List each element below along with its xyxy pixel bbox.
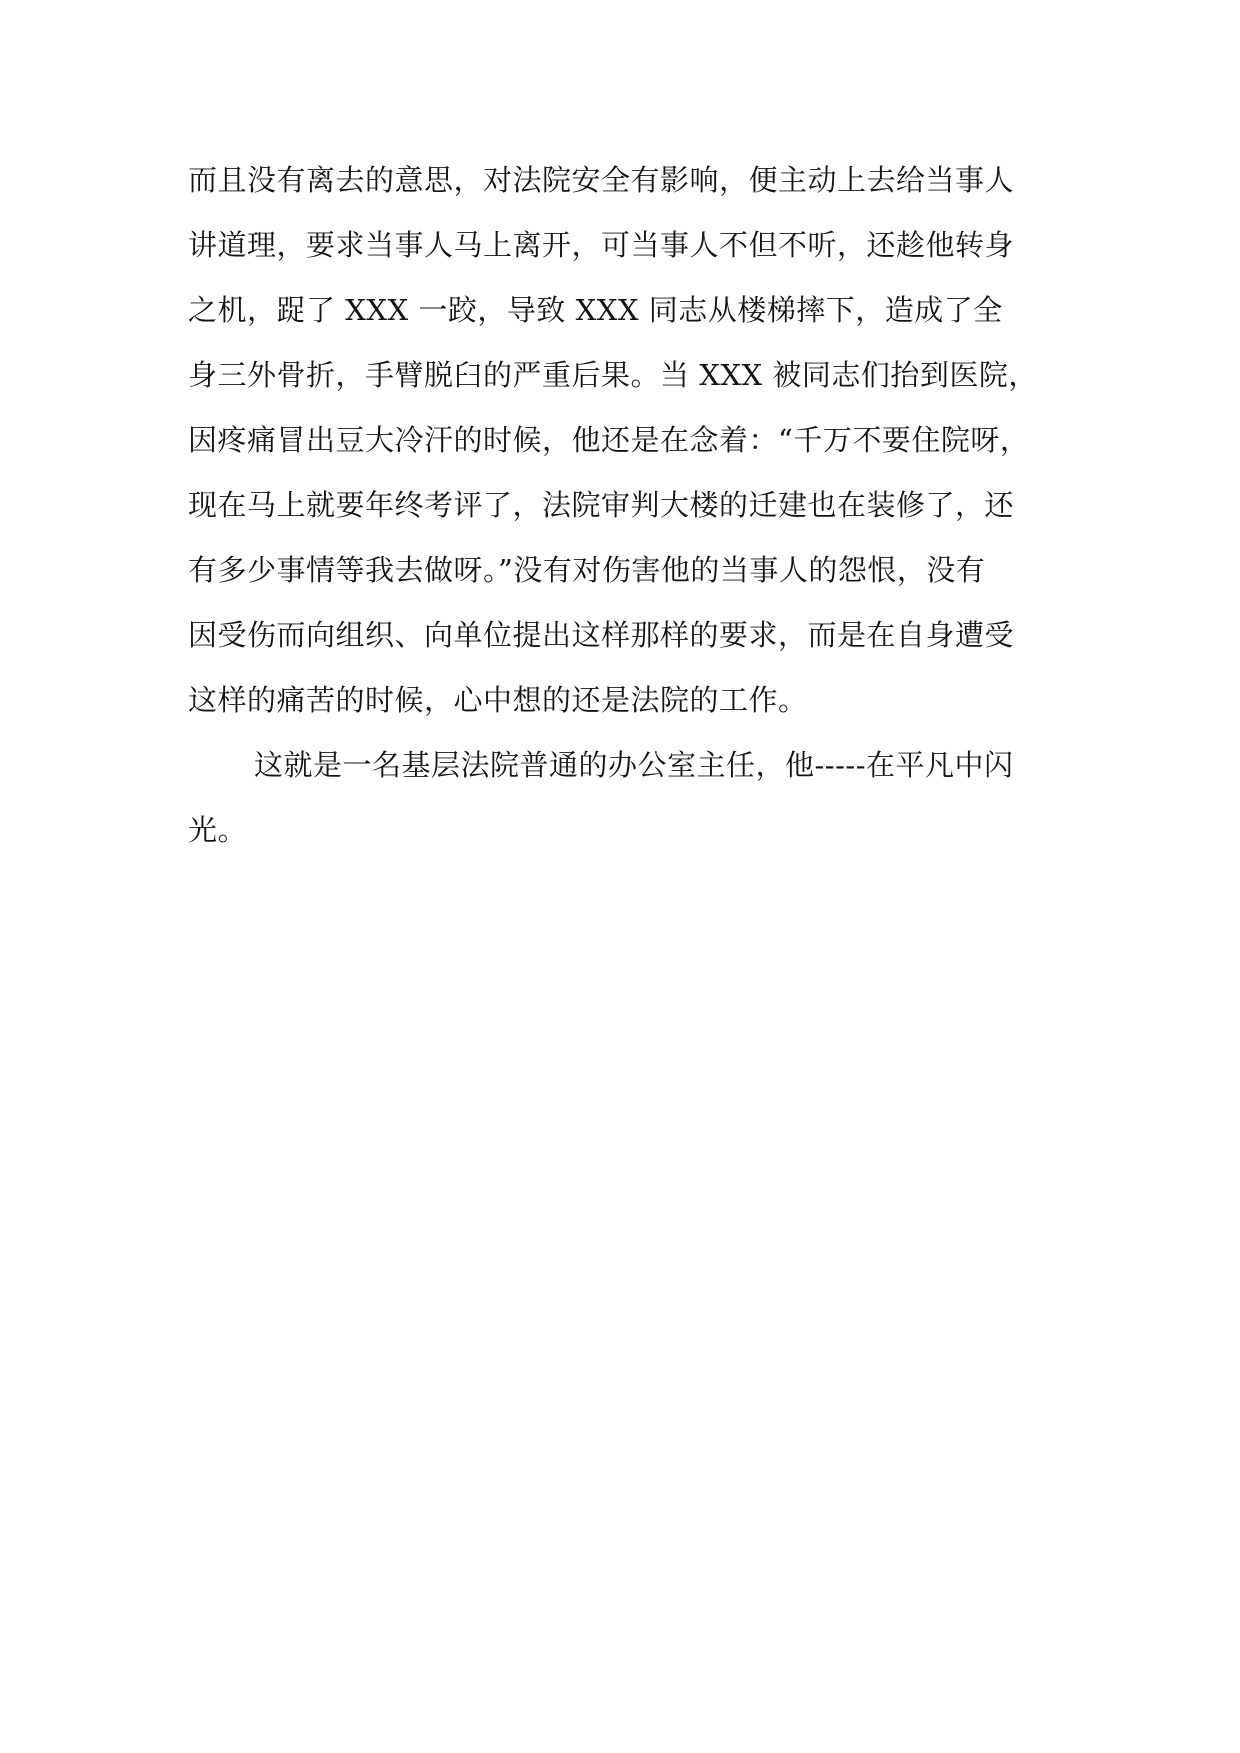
text-line: 身三外骨折，手臂脱臼的严重后果。当 XXX 被同志们抬到医院， [188,358,1038,392]
text-line: 因疼痛冒出豆大冷汗的时候，他还是在念着：“千万不要住院呀， [188,423,1030,457]
text-line: 光。 [188,813,248,847]
paragraph-1 [188,148,1058,733]
text-line: 讲道理，要求当事人马上离开，可当事人不但不听，还趁他转身 [188,228,1015,262]
text-line: 因受伤而向组织、向单位提出这样那样的要求，而是在自身遭受 [188,618,1015,652]
text-line: 有多少事情等我去做呀。”没有对伤害他的当事人的怨恨，没有 [188,553,986,587]
paragraph-2 [188,733,1058,863]
document-body [188,148,1058,863]
text-line: 之机，踀了 XXX 一跤，导致 XXX 同志从楼梯摔下，造成了全 [188,293,1003,327]
text-line: 现在马上就要年终考评了，法院审判大楼的迁建也在装修了，还 [188,488,1015,522]
text-line: 这样的痛苦的时候，心中想的还是法院的工作。 [188,683,808,717]
text-line: 这就是一名基层法院普通的办公室主任，他-----在平凡中闪 [254,748,1014,782]
text-line: 而且没有离去的意思，对法院安全有影响，便主动上去给当事人 [188,163,1015,197]
